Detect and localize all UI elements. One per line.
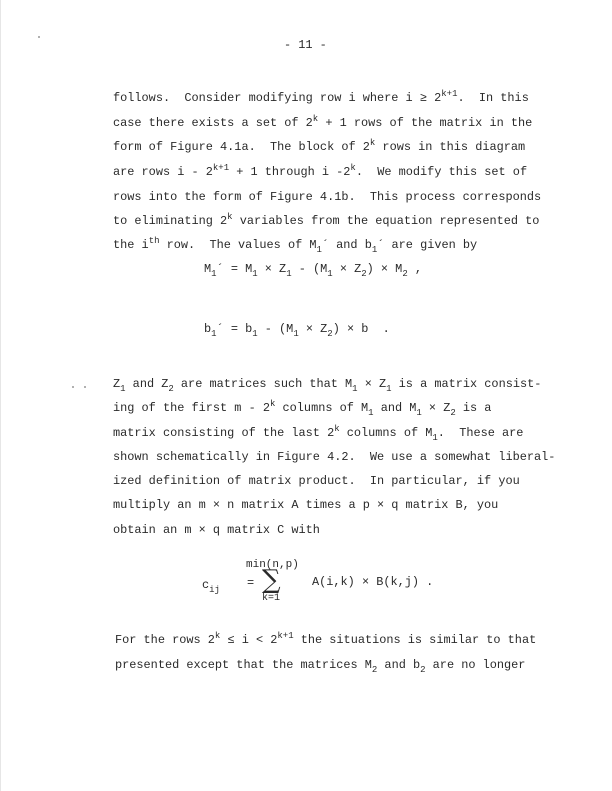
superscript: k+1 bbox=[212, 163, 230, 173]
subscript: 1 bbox=[252, 269, 258, 279]
text-run: variables from the equation represented to bbox=[232, 214, 540, 228]
text-run: to eliminating 2 bbox=[113, 214, 228, 228]
text-run: presented except that the matrices M bbox=[115, 658, 372, 672]
text-line bbox=[115, 658, 526, 675]
scan-speck bbox=[38, 36, 40, 38]
subscript: 1 bbox=[368, 408, 374, 418]
text-run: - (M bbox=[257, 322, 294, 336]
text-line bbox=[113, 214, 539, 228]
text-run: . We modify this set of bbox=[355, 165, 528, 179]
text-run: form of Figure 4.1a. The block of 2 bbox=[113, 140, 370, 154]
text-run: is a bbox=[455, 401, 492, 415]
subscript: 2 bbox=[371, 665, 378, 675]
text-line bbox=[113, 140, 525, 154]
scan-speck bbox=[84, 386, 86, 388]
text-run: is a matrix consist- bbox=[391, 377, 542, 391]
text-line bbox=[113, 498, 498, 512]
text-run: ≤ i < 2 bbox=[220, 633, 278, 647]
text-line bbox=[113, 523, 320, 537]
text-run: and M bbox=[373, 401, 417, 415]
page-number: - 11 - bbox=[284, 38, 327, 52]
subscript: 1 bbox=[316, 245, 322, 255]
text-run: are rows i - 2 bbox=[113, 165, 213, 179]
superscript: k bbox=[312, 114, 319, 124]
superscript: k bbox=[334, 424, 340, 434]
scan-edge bbox=[0, 0, 1, 791]
text-run: ) × M bbox=[366, 262, 403, 276]
text-run: are no longer bbox=[425, 658, 526, 672]
sum-upper-limit: min(n,p) bbox=[246, 559, 299, 571]
equation-m1-prime bbox=[204, 262, 423, 279]
text-run: For the rows 2 bbox=[115, 633, 215, 647]
superscript: k bbox=[369, 138, 376, 148]
subscript: 2 bbox=[402, 269, 408, 279]
text-run: - (M bbox=[291, 262, 328, 276]
text-run: are matrices such that M bbox=[173, 377, 353, 391]
sum-lhs bbox=[202, 578, 220, 595]
text-run: ´ = M bbox=[216, 262, 253, 276]
text-run: ´ and b bbox=[321, 238, 372, 252]
text-line bbox=[113, 450, 555, 464]
text-run: matrix consisting of the last 2 bbox=[113, 426, 335, 440]
subscript: 2 bbox=[361, 269, 367, 279]
superscript: th bbox=[148, 236, 160, 246]
text-run: ) × b . bbox=[332, 322, 390, 336]
text-run: × Z bbox=[257, 262, 287, 276]
subscript: 1 bbox=[352, 384, 358, 394]
text-run: ized definition of matrix product. In particular, if you bbox=[113, 474, 520, 488]
lhs-symbol: c bbox=[202, 578, 210, 592]
text-run: case there exists a set of 2 bbox=[113, 116, 313, 130]
subscript: 2 bbox=[450, 408, 456, 418]
subscript: 1 bbox=[432, 433, 438, 443]
text-run: and Z bbox=[125, 377, 169, 391]
text-run: multiply an m × n matrix A times a p × q matrix B, you bbox=[113, 498, 499, 512]
lhs-subscript: ij bbox=[209, 585, 220, 595]
subscript: 1 bbox=[371, 245, 378, 255]
text-line bbox=[113, 399, 492, 418]
text-line bbox=[113, 377, 542, 394]
equation-b1-prime bbox=[204, 322, 390, 339]
text-line bbox=[115, 633, 536, 647]
subscript: 1 bbox=[120, 384, 126, 394]
sum-rhs: A(i,k) × B(k,j) . bbox=[312, 575, 434, 589]
subscript: 1 bbox=[211, 329, 217, 339]
text-line bbox=[113, 474, 520, 488]
text-run: , bbox=[407, 262, 423, 276]
subscript: 2 bbox=[168, 384, 174, 394]
text-run: Z bbox=[113, 377, 121, 391]
text-run: follows. Consider modifying row i where i bbox=[113, 91, 420, 105]
text-run: + 1 through i -2 bbox=[229, 165, 351, 179]
superscript: k bbox=[350, 163, 356, 173]
text-line bbox=[113, 165, 527, 179]
subscript: 1 bbox=[327, 269, 333, 279]
subscript: 1 bbox=[286, 269, 292, 279]
text-line bbox=[113, 424, 524, 443]
subscript: 1 bbox=[252, 329, 258, 339]
text-run: × Z bbox=[298, 322, 328, 336]
text-run: ´ are given by bbox=[377, 238, 478, 252]
superscript: k bbox=[269, 399, 276, 409]
text-run: . These are bbox=[437, 426, 524, 440]
text-run: × Z bbox=[357, 377, 387, 391]
text-run: M bbox=[204, 262, 212, 276]
superscript: k+1 bbox=[441, 89, 458, 99]
scan-speck bbox=[72, 386, 74, 388]
subscript: 1 bbox=[293, 329, 299, 339]
text-run: ing of the first m - 2 bbox=[113, 401, 270, 415]
text-run: × Z bbox=[421, 401, 451, 415]
superscript: k bbox=[227, 212, 233, 222]
text-run: ´ = b bbox=[216, 322, 253, 336]
summation-symbol: ∑ bbox=[262, 565, 281, 595]
text-run: b bbox=[204, 322, 212, 336]
text-run: obtain an m × q matrix C with bbox=[113, 523, 320, 537]
subscript: 1 bbox=[416, 408, 422, 418]
text-run: . In this bbox=[457, 91, 529, 105]
text-line bbox=[113, 190, 541, 204]
text-run: columns of M bbox=[275, 401, 369, 415]
text-run: + 1 rows of the matrix in the bbox=[318, 116, 533, 130]
text-run: 2 bbox=[426, 91, 442, 105]
subscript: 1 bbox=[386, 384, 392, 394]
text-run: shown schematically in Figure 4.2. We use a somewhat liberal- bbox=[113, 450, 556, 464]
subscript: 2 bbox=[327, 329, 333, 339]
text-line bbox=[113, 116, 532, 130]
superscript: k+1 bbox=[277, 631, 294, 641]
text-run: × Z bbox=[332, 262, 362, 276]
superscript: k bbox=[214, 631, 221, 641]
text-run: the i bbox=[113, 238, 149, 252]
equals-sign: = bbox=[247, 576, 255, 590]
subscript: 1 bbox=[211, 269, 217, 279]
text-run: row. The values of M bbox=[159, 238, 317, 252]
text-run: ≥ bbox=[419, 91, 427, 105]
text-run: columns of M bbox=[339, 426, 433, 440]
text-run: the situations is similar to that bbox=[293, 633, 537, 647]
subscript: 2 bbox=[420, 665, 426, 675]
text-run: rows into the form of Figure 4.1b. This process corresponds bbox=[113, 190, 542, 204]
text-line bbox=[113, 91, 529, 105]
text-run: and b bbox=[377, 658, 421, 672]
text-line bbox=[113, 236, 478, 255]
sum-lower-limit: k=1 bbox=[262, 593, 281, 604]
text-run: rows in this diagram bbox=[375, 140, 526, 154]
